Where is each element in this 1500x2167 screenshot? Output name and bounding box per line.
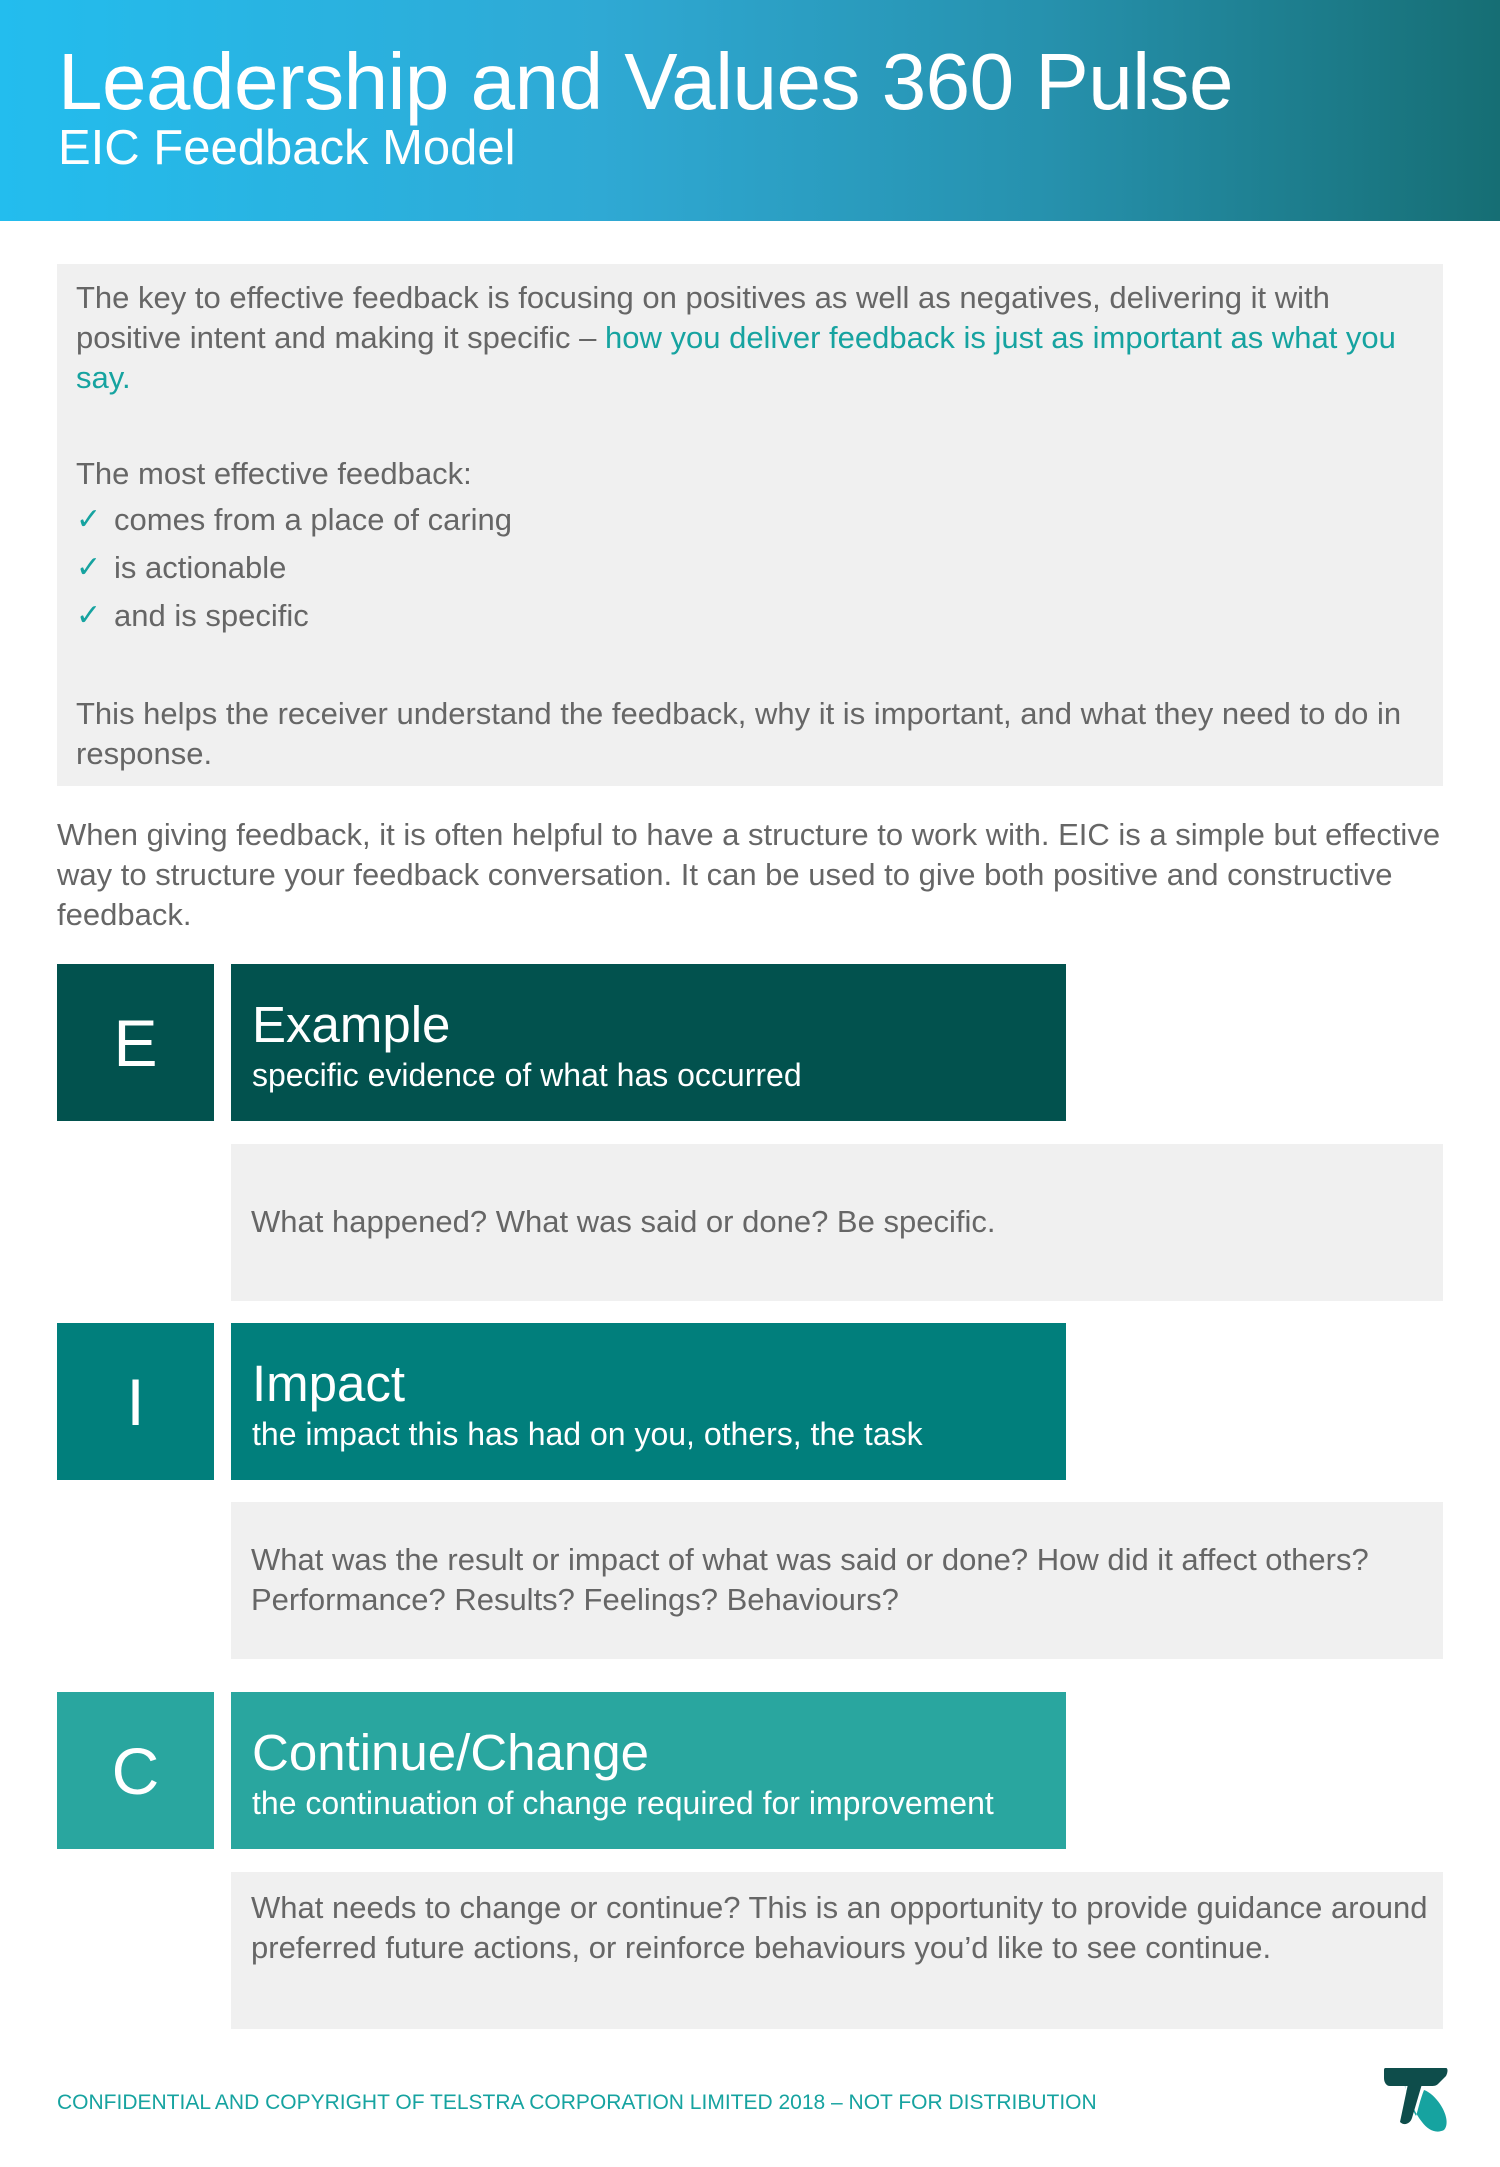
eic-subtitle: specific evidence of what has occurred (252, 1057, 802, 1093)
eic-question-box (231, 1872, 1443, 2029)
telstra-logo (1378, 2060, 1450, 2138)
body-paragraph: When giving feedback, it is often helpful to have a structure to work with. EIC is a simple but effective way to structure your feedback conversation. It can be used to give both positive and constructive feedback. (57, 817, 1441, 932)
checklist-item-label: is actionable (114, 550, 287, 585)
intro-highlight: how you deliver feedback is just as important as what you say. (76, 320, 1396, 395)
page-header (0, 0, 1500, 221)
page-subtitle: EIC Feedback Model (58, 121, 516, 175)
eic-band-example (231, 964, 1066, 1121)
eic-band-impact (231, 1323, 1066, 1480)
eic-letter-i: I (57, 1323, 214, 1480)
eic-title: Impact (252, 1355, 406, 1412)
intro-text: The key to effective feedback is focusing on positives as well as negatives, delivering it with positive intent and making it specific – (76, 280, 1330, 355)
page-title: Leadership and Values 360 Pulse (58, 37, 1234, 126)
intro-paragraph (76, 278, 1421, 398)
checklist-item-label: comes from a place of caring (114, 502, 513, 537)
checklist (76, 496, 512, 640)
check-icon: ✓ (76, 599, 102, 632)
eic-question: What was the result or impact of what was said or done? How did it affect others? Performance? Results? Feelings? Behaviours? (251, 1542, 1369, 1617)
eic-question-box (231, 1502, 1443, 1659)
eic-question: What happened? What was said or done? Be specific. (251, 1204, 996, 1239)
eic-band-continue-change (231, 1692, 1066, 1849)
intro-panel (57, 264, 1443, 786)
eic-letter-c: C (57, 1692, 214, 1849)
eic-question: What needs to change or continue? This is an opportunity to provide guidance around preferred future actions, or reinforce behaviours you’d like to see continue. (251, 1890, 1428, 1965)
eic-subtitle: the continuation of change required for improvement (252, 1785, 994, 1821)
intro-conclusion: This helps the receiver understand the feedback, why it is important, and what they need to do in response. (76, 696, 1402, 771)
check-icon: ✓ (76, 551, 102, 584)
eic-title: Example (252, 996, 451, 1053)
checklist-item (76, 496, 512, 544)
checklist-heading: The most effective feedback: (76, 456, 472, 491)
eic-letter-e: E (57, 964, 214, 1121)
footer-copyright: CONFIDENTIAL AND COPYRIGHT OF TELSTRA CORPORATION LIMITED 2018 – NOT FOR DISTRIBUTION (57, 2091, 1097, 2114)
check-icon: ✓ (76, 503, 102, 536)
checklist-item (76, 544, 512, 592)
eic-subtitle: the impact this has had on you, others, the task (252, 1416, 923, 1452)
checklist-item (76, 592, 512, 640)
checklist-item-label: and is specific (114, 598, 309, 633)
eic-title: Continue/Change (252, 1724, 649, 1781)
eic-question-box (231, 1144, 1443, 1301)
